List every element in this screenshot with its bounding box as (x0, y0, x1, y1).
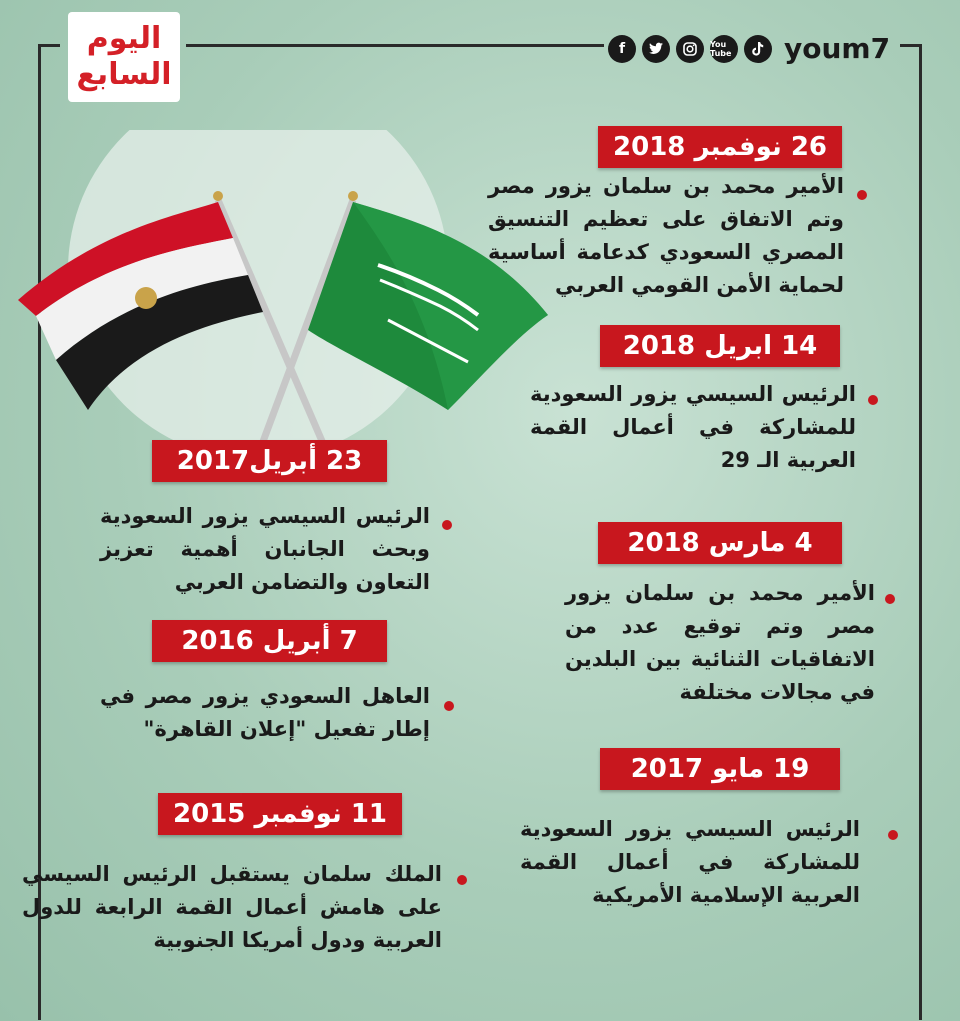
timeline-date-1: 26 نوفمبر 2018 (598, 126, 842, 168)
timeline-text-7: الملك سلمان يستقبل الرئيس السيسي على هامش أعمال القمة الرابعة للدول العربية ودول أمريكا الجنوبية (22, 862, 442, 952)
tiktok-icon[interactable] (744, 35, 772, 63)
frame-top-middle (186, 44, 604, 47)
bullet-dot-icon (888, 830, 898, 840)
timeline-text-1: الأمير محمد بن سلمان يزور مصر وتم الاتفاق على تعظيم التنسيق المصري السعودي كدعامة أساسية لحماية الأمن القومي العربي (488, 174, 844, 297)
bullet-dot-icon (885, 594, 895, 604)
facebook-icon[interactable]: f (608, 35, 636, 63)
logo-line-1: اليوم (86, 21, 162, 56)
bullet-dot-icon (444, 701, 454, 711)
bullet-dot-icon (868, 395, 878, 405)
social-bar (608, 32, 890, 65)
timeline-date-5: 23 أبريل2017 (152, 440, 387, 482)
bullet-dot-icon (457, 875, 467, 885)
frame-top-left (38, 44, 60, 47)
timeline-text-6: العاهل السعودي يزور مصر في إطار تفعيل "إعلان القاهرة" (100, 684, 430, 741)
timeline-date-4: 19 مايو 2017 (600, 748, 840, 790)
logo-line-2: السابع (76, 57, 172, 92)
youm7-logo (68, 12, 180, 102)
timeline-date-3: 4 مارس 2018 (598, 522, 842, 564)
timeline-text-5: الرئيس السيسي يزور السعودية وبحث الجانبان أهمية تعزيز التعاون والتضامن العربي (100, 504, 430, 594)
timeline-text-4: الرئيس السيسي يزور السعودية للمشاركة في أعمال القمة العربية الإسلامية الأمريكية (520, 817, 860, 907)
twitter-icon[interactable] (642, 35, 670, 63)
frame-right (919, 44, 922, 1020)
timeline-text-3: الأمير محمد بن سلمان يزور مصر وتم توقيع عدد من الاتفاقيات الثنائية بين البلدين في مجالات مختلفة (565, 581, 875, 704)
timeline-text-2: الرئيس السيسي يزور السعودية للمشاركة في أعمال القمة العربية الـ 29 (530, 382, 856, 472)
instagram-icon[interactable] (676, 35, 704, 63)
timeline-date-6: 7 أبريل 2016 (152, 620, 387, 662)
youtube-icon[interactable] (710, 35, 738, 63)
bullet-dot-icon (442, 520, 452, 530)
timeline-date-2: 14 ابريل 2018 (600, 325, 840, 367)
bullet-dot-icon (857, 190, 867, 200)
timeline-date-7: 11 نوفمبر 2015 (158, 793, 402, 835)
site-handle[interactable]: youm7 (784, 32, 891, 65)
youtube-icon-text: You Tube (710, 39, 732, 58)
